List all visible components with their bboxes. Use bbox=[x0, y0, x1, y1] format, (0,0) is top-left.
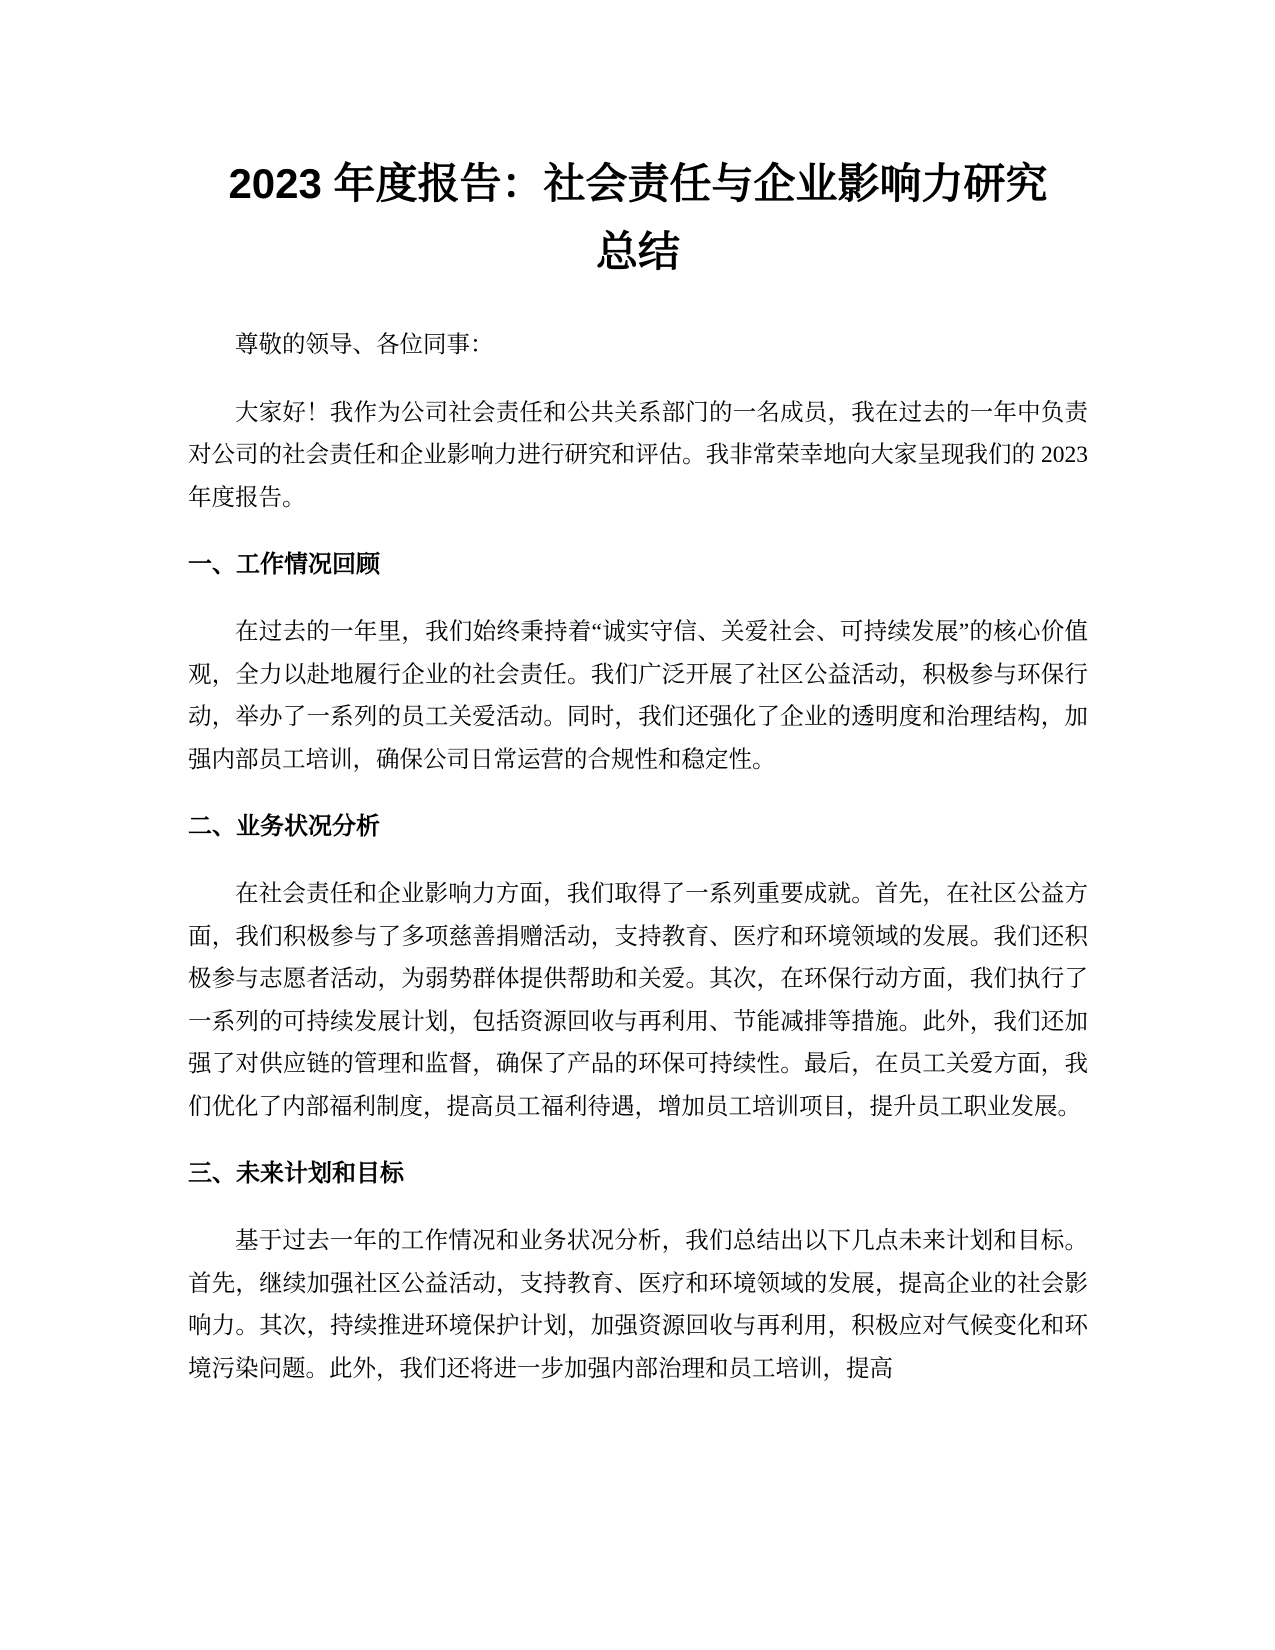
section-heading-work-review: 一、工作情况回顾 bbox=[188, 551, 380, 578]
section-heading-future-plans: 三、未来计划和目标 bbox=[188, 1160, 404, 1187]
document-title-line-1: 2023 年度报告：社会责任与企业影响力研究 bbox=[228, 160, 1048, 207]
document-content bbox=[188, 150, 1088, 1390]
document-title-line-2: 总结 bbox=[595, 228, 680, 275]
intro-paragraph: 大家好！我作为公司社会责任和公共关系部门的一名成员，我在过去的一年中负责对公司的社会责任和企业影响力进行研究和评估。我非常荣幸地向大家呈现我们的 2023 年度报告。 bbox=[188, 399, 1088, 511]
section-body-future-plans: 基于过去一年的工作情况和业务状况分析，我们总结出以下几点未来计划和目标。首先，继续加强社区公益活动，支持教育、医疗和环境领域的发展，提高企业的社会影响力。其次，持续推进环境保护计划，加强资源回收与再利用，积极应对气候变化和环境污染问题。此外，我们还将进一步加强内部治理和员工培训，提高 bbox=[188, 1228, 1088, 1382]
document-title bbox=[188, 150, 1088, 286]
section-body-business-analysis: 在社会责任和企业影响力方面，我们取得了一系列重要成就。首先，在社区公益方面，我们积极参与了多项慈善捐赠活动，支持教育、医疗和环境领域的发展。我们还积极参与志愿者活动，为弱势群体提供帮助和关爱。其次，在环保行动方面，我们执行了一系列的可持续发展计划，包括资源回收与再利用、节能减排等措施。此外，我们还加强了对供应链的管理和监督，确保了产品的环保可持续性。最后，在员工关爱方面，我们优化了内部福利制度，提高员工福利待遇，增加员工培训项目，提升员工职业发展。 bbox=[188, 881, 1088, 1120]
section-heading-business-analysis: 二、业务状况分析 bbox=[188, 813, 380, 840]
greeting-paragraph: 尊敬的领导、各位同事： bbox=[235, 332, 494, 358]
section-body-work-review: 在过去的一年里，我们始终秉持着“诚实守信、关爱社会、可持续发展”的核心价值观，全力以赴地履行企业的社会责任。我们广泛开展了社区公益活动，积极参与环保行动，举办了一系列的员工关爱活动。同时，我们还强化了企业的透明度和治理结构，加强内部员工培训，确保公司日常运营的合规性和稳定性。 bbox=[188, 619, 1088, 773]
